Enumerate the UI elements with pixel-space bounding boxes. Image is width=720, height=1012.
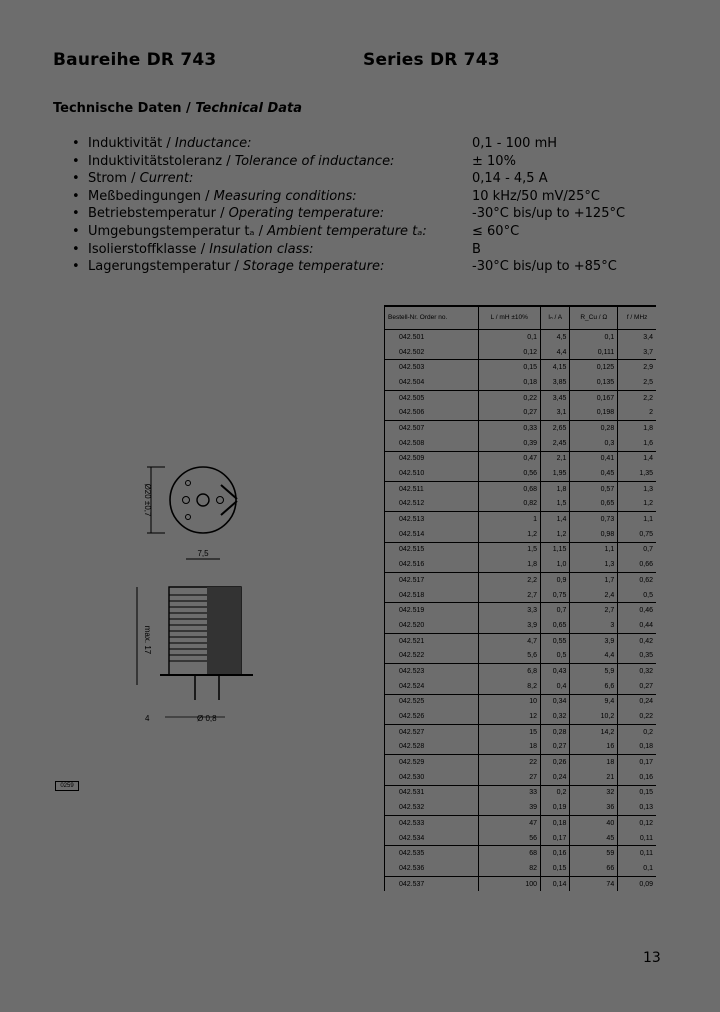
table-row xyxy=(385,436,657,451)
table-cell: 0,66 xyxy=(618,557,656,572)
table-cell: 042.533 xyxy=(385,816,479,831)
table-cell: 3,9 xyxy=(478,618,541,633)
spec-value: 0,1 - 100 mH xyxy=(472,136,558,151)
table-cell: 0,44 xyxy=(618,618,656,633)
bullet: • xyxy=(72,188,80,204)
table-row xyxy=(385,618,657,633)
table-cell: 2,65 xyxy=(541,421,570,436)
table-cell: 042.515 xyxy=(385,542,479,557)
table-row xyxy=(385,573,657,588)
table-cell: 0,3 xyxy=(570,436,618,451)
code-badge: 0259 xyxy=(55,781,79,791)
table-cell: 0,43 xyxy=(541,664,570,679)
table-cell: 56 xyxy=(478,831,541,846)
table-cell: 042.532 xyxy=(385,800,479,815)
table-row xyxy=(385,330,657,345)
table-cell: 1,4 xyxy=(618,451,656,466)
table-cell: 042.505 xyxy=(385,390,479,405)
table-row xyxy=(385,785,657,800)
page-title-german: Baureihe DR 743 xyxy=(53,50,217,70)
table-row xyxy=(385,466,657,481)
table-cell: 1,2 xyxy=(541,527,570,542)
table-cell: 2,9 xyxy=(618,360,656,375)
table-cell: 0,125 xyxy=(570,360,618,375)
table-row xyxy=(385,527,657,542)
spec-label-en: Storage temperature: xyxy=(242,259,385,275)
table-cell: 66 xyxy=(570,861,618,876)
table-cell: 042.501 xyxy=(385,330,479,345)
table-row xyxy=(385,679,657,694)
table-cell: 3,3 xyxy=(478,603,541,618)
table-cell: 33 xyxy=(478,785,541,800)
bullet: • xyxy=(72,153,80,169)
table-cell: 042.519 xyxy=(385,603,479,618)
table-cell: 042.531 xyxy=(385,785,479,800)
table-row xyxy=(385,831,657,846)
table-cell: 74 xyxy=(570,876,618,891)
table-cell: 1,6 xyxy=(618,436,656,451)
table-cell: 1,4 xyxy=(541,512,570,527)
table-row xyxy=(385,512,657,527)
table-row xyxy=(385,451,657,466)
table-cell: 0,18 xyxy=(541,816,570,831)
table-cell: 0,27 xyxy=(618,679,656,694)
page-number: 13 xyxy=(643,950,661,966)
table-cell: 45 xyxy=(570,831,618,846)
table-cell: 0,7 xyxy=(618,542,656,557)
table-cell: 0,14 xyxy=(541,876,570,891)
spec-value: -30°C bis/up to +85°C xyxy=(472,259,617,275)
table-cell: 0,34 xyxy=(541,694,570,709)
table-cell: 042.516 xyxy=(385,557,479,572)
table-cell: 042.528 xyxy=(385,740,479,755)
table-cell: 0,47 xyxy=(478,451,541,466)
table-cell: 22 xyxy=(478,755,541,770)
top-view-outline xyxy=(170,467,236,533)
spec-value: 10 kHz/50 mV/25°C xyxy=(472,188,600,204)
table-cell: 042.537 xyxy=(385,876,479,891)
table-cell: 042.522 xyxy=(385,648,479,663)
table-cell: 1,1 xyxy=(570,542,618,557)
spec-label xyxy=(88,153,394,171)
center-hole xyxy=(197,494,209,506)
table-cell: 0,27 xyxy=(478,405,541,420)
spec-label-en: Tolerance of inductance: xyxy=(234,153,395,169)
spec-item xyxy=(72,241,672,259)
section-heading-en: Technical Data xyxy=(195,101,303,116)
table-cell: 8,2 xyxy=(478,679,541,694)
table-cell: 59 xyxy=(570,846,618,861)
bullet: • xyxy=(72,259,80,275)
table-row xyxy=(385,390,657,405)
spec-item xyxy=(72,258,672,276)
spec-item xyxy=(72,135,672,153)
table-cell: 82 xyxy=(478,861,541,876)
table-cell: 0,11 xyxy=(618,846,656,861)
table-row xyxy=(385,603,657,618)
page-title-english: Series DR 743 xyxy=(363,50,500,70)
table-row xyxy=(385,770,657,785)
table-cell: 0,167 xyxy=(570,390,618,405)
table-cell: 0,46 xyxy=(618,603,656,618)
table-cell: 21 xyxy=(570,770,618,785)
table-cell: 0,39 xyxy=(478,436,541,451)
table-cell: 4,4 xyxy=(570,648,618,663)
table-cell: 0,18 xyxy=(478,375,541,390)
table-cell: 47 xyxy=(478,816,541,831)
table-cell: 2,1 xyxy=(541,451,570,466)
table-row xyxy=(385,740,657,755)
table-cell: 0,24 xyxy=(541,770,570,785)
table-cell: 27 xyxy=(478,770,541,785)
table-cell: 15 xyxy=(478,724,541,739)
table-row xyxy=(385,861,657,876)
table-cell: 1,2 xyxy=(478,527,541,542)
table-row xyxy=(385,664,657,679)
spec-label-en: Insulation class: xyxy=(209,241,314,257)
table-cell: 042.503 xyxy=(385,360,479,375)
table-cell: 2,4 xyxy=(570,588,618,603)
table-cell: 1,0 xyxy=(541,557,570,572)
table-cell: 0,15 xyxy=(618,785,656,800)
diameter-label: Ø20 ±0,7 xyxy=(143,483,152,517)
table-header-row xyxy=(385,306,657,330)
spec-label xyxy=(88,223,427,241)
table-cell: 042.511 xyxy=(385,481,479,496)
table-cell: 3 xyxy=(570,618,618,633)
table-row xyxy=(385,497,657,512)
table-cell: 0,198 xyxy=(570,405,618,420)
spec-label-de: Meßbedingungen / xyxy=(88,188,214,204)
table-cell: 0,111 xyxy=(570,345,618,360)
table-cell: 042.509 xyxy=(385,451,479,466)
spec-item xyxy=(72,188,672,206)
bullet: • xyxy=(72,241,80,257)
spec-value: ≤ 60°C xyxy=(472,223,520,239)
length-label: 4 xyxy=(145,714,150,723)
table-row xyxy=(385,542,657,557)
table-cell: 1,95 xyxy=(541,466,570,481)
bullet: • xyxy=(72,136,80,151)
table-cell: 042.523 xyxy=(385,664,479,679)
table-cell: 042.520 xyxy=(385,618,479,633)
table-cell: 1,7 xyxy=(570,573,618,588)
table-cell: 0,4 xyxy=(541,679,570,694)
spec-label xyxy=(88,135,251,153)
column-header: L / mH ±10% xyxy=(478,306,541,330)
table-cell: 14,2 xyxy=(570,724,618,739)
table-cell: 0,82 xyxy=(478,497,541,512)
table-row xyxy=(385,709,657,724)
table-cell: 68 xyxy=(478,846,541,861)
table-cell: 0,28 xyxy=(570,421,618,436)
table-cell: 0,98 xyxy=(570,527,618,542)
table-cell: 0,42 xyxy=(618,633,656,648)
table-cell: 0,16 xyxy=(541,846,570,861)
table-cell: 2,5 xyxy=(618,375,656,390)
spec-label xyxy=(88,188,357,206)
table-cell: 1 xyxy=(478,512,541,527)
table-cell: 1,8 xyxy=(478,557,541,572)
table-row xyxy=(385,557,657,572)
table-cell: 042.510 xyxy=(385,466,479,481)
table-row xyxy=(385,345,657,360)
table-cell: 0,65 xyxy=(570,497,618,512)
table-cell: 042.527 xyxy=(385,724,479,739)
spec-label-en: Ambient temperature tₐ: xyxy=(267,223,427,239)
table-cell: 6,8 xyxy=(478,664,541,679)
table-cell: 0,26 xyxy=(541,755,570,770)
table-cell: 042.526 xyxy=(385,709,479,724)
spec-label-de: Umgebungstemperatur tₐ / xyxy=(88,223,268,239)
spec-label-de: Isolierstoffklasse / xyxy=(88,241,210,257)
table-row xyxy=(385,648,657,663)
table-cell: 2,2 xyxy=(478,573,541,588)
table-cell: 0,2 xyxy=(618,724,656,739)
table-cell: 0,62 xyxy=(618,573,656,588)
component-drawing xyxy=(125,455,275,735)
table-cell: 4,15 xyxy=(541,360,570,375)
table-cell: 1,1 xyxy=(618,512,656,527)
table-cell: 042.524 xyxy=(385,679,479,694)
table-cell: 2,7 xyxy=(570,603,618,618)
table-cell: 0,56 xyxy=(478,466,541,481)
section-heading-de: Technische Daten / xyxy=(53,101,196,116)
table-cell: 1,3 xyxy=(618,481,656,496)
table-cell: 1,8 xyxy=(618,421,656,436)
table-cell: 9,4 xyxy=(570,694,618,709)
table-cell: 2,2 xyxy=(618,390,656,405)
table-cell: 18 xyxy=(570,755,618,770)
table-cell: 0,09 xyxy=(618,876,656,891)
part-table xyxy=(384,305,656,891)
table-cell: 3,7 xyxy=(618,345,656,360)
bullet: • xyxy=(72,206,80,222)
table-cell: 042.525 xyxy=(385,694,479,709)
table-row xyxy=(385,816,657,831)
table-cell: 0,75 xyxy=(541,588,570,603)
section-heading xyxy=(53,101,302,116)
spec-label-de: Strom / xyxy=(88,171,140,187)
table-row xyxy=(385,588,657,603)
spec-item xyxy=(72,223,672,241)
table-cell: 042.504 xyxy=(385,375,479,390)
table-cell: 3,9 xyxy=(570,633,618,648)
table-cell: 042.534 xyxy=(385,831,479,846)
spec-label-en: Operating temperature: xyxy=(228,206,385,222)
table-cell: 5,9 xyxy=(570,664,618,679)
table-cell: 0,27 xyxy=(541,740,570,755)
spec-label-de: Induktivität / xyxy=(88,136,175,151)
table-cell: 042.535 xyxy=(385,846,479,861)
table-cell: 2 xyxy=(618,405,656,420)
table-cell: 042.521 xyxy=(385,633,479,648)
table-cell: 0,35 xyxy=(618,648,656,663)
table-cell: 12 xyxy=(478,709,541,724)
table-cell: 0,11 xyxy=(618,831,656,846)
spec-label-de: Betriebstemperatur / xyxy=(88,206,229,222)
table-cell: 042.529 xyxy=(385,755,479,770)
table-cell: 0,17 xyxy=(541,831,570,846)
pin-diameter-label: Ø 0,8 xyxy=(197,714,217,723)
spec-label-de: Induktivitätstoleranz / xyxy=(88,153,235,169)
table-row xyxy=(385,724,657,739)
table-cell: 0,9 xyxy=(541,573,570,588)
table-cell: 1,35 xyxy=(618,466,656,481)
table-row xyxy=(385,755,657,770)
column-header: Iₙ / A xyxy=(541,306,570,330)
table-cell: 3,4 xyxy=(618,330,656,345)
table-cell: 0,17 xyxy=(618,755,656,770)
spec-label xyxy=(88,205,384,223)
bullet: • xyxy=(72,223,80,239)
table-row xyxy=(385,876,657,891)
table-cell: 2,7 xyxy=(478,588,541,603)
spec-label-de: Lagerungstemperatur / xyxy=(88,259,243,275)
bullet: • xyxy=(72,171,80,187)
pin-hole xyxy=(183,497,190,504)
table-cell: 0,1 xyxy=(478,330,541,345)
table-cell: 1,3 xyxy=(570,557,618,572)
table-row xyxy=(385,375,657,390)
table-cell: 5,6 xyxy=(478,648,541,663)
spec-label xyxy=(88,241,314,259)
table-cell: 042.506 xyxy=(385,405,479,420)
table-cell: 0,32 xyxy=(618,664,656,679)
spec-item xyxy=(72,153,672,171)
spec-value: 0,14 - 4,5 A xyxy=(472,171,548,187)
spec-label xyxy=(88,170,193,188)
table-row xyxy=(385,405,657,420)
table-cell: 1,5 xyxy=(478,542,541,557)
table-row xyxy=(385,694,657,709)
table-cell: 2,45 xyxy=(541,436,570,451)
column-header: R_Cu / Ω xyxy=(570,306,618,330)
table-cell: 36 xyxy=(570,800,618,815)
table-cell: 042.514 xyxy=(385,527,479,542)
table-cell: 4,5 xyxy=(541,330,570,345)
table-row xyxy=(385,846,657,861)
table-cell: 042.530 xyxy=(385,770,479,785)
table-cell: 10,2 xyxy=(570,709,618,724)
table-cell: 18 xyxy=(478,740,541,755)
table-cell: 1,5 xyxy=(541,497,570,512)
table-cell: 0,24 xyxy=(618,694,656,709)
table-cell: 042.536 xyxy=(385,861,479,876)
table-cell: 6,6 xyxy=(570,679,618,694)
spec-label-en: Inductance: xyxy=(174,136,252,151)
table-cell: 0,1 xyxy=(570,330,618,345)
table-cell: 1,8 xyxy=(541,481,570,496)
table-cell: 0,12 xyxy=(478,345,541,360)
table-cell: 0,65 xyxy=(541,618,570,633)
table-cell: 3,45 xyxy=(541,390,570,405)
core-section xyxy=(207,587,241,675)
table-cell: 042.517 xyxy=(385,573,479,588)
table-row xyxy=(385,421,657,436)
spec-label-en: Measuring conditions: xyxy=(213,188,357,204)
table-cell: 0,28 xyxy=(541,724,570,739)
table-row xyxy=(385,633,657,648)
table-cell: 0,7 xyxy=(541,603,570,618)
spec-item xyxy=(72,170,672,188)
table-row xyxy=(385,481,657,496)
table-cell: 100 xyxy=(478,876,541,891)
height-label: max. 17 xyxy=(143,625,152,655)
table-cell: 32 xyxy=(570,785,618,800)
table-cell: 0,2 xyxy=(541,785,570,800)
table-cell: 1,15 xyxy=(541,542,570,557)
table-cell: 0,33 xyxy=(478,421,541,436)
table-cell: 0,12 xyxy=(618,816,656,831)
table-cell: 0,22 xyxy=(618,709,656,724)
table-cell: 16 xyxy=(570,740,618,755)
pitch-label: 7,5 xyxy=(197,549,209,558)
table-row xyxy=(385,360,657,375)
table-cell: 10 xyxy=(478,694,541,709)
table-cell: 042.513 xyxy=(385,512,479,527)
table-cell: 0,15 xyxy=(478,360,541,375)
column-header: Bestell-Nr. Order no. xyxy=(385,306,479,330)
spec-label-en: Current: xyxy=(139,171,194,187)
table-cell: 0,22 xyxy=(478,390,541,405)
table-cell: 0,18 xyxy=(618,740,656,755)
table-cell: 042.507 xyxy=(385,421,479,436)
pin-hole xyxy=(186,515,191,520)
table-cell: 3,1 xyxy=(541,405,570,420)
table-cell: 0,5 xyxy=(618,588,656,603)
table-cell: 0,16 xyxy=(618,770,656,785)
pin-hole xyxy=(217,497,224,504)
table-cell: 042.508 xyxy=(385,436,479,451)
spec-label xyxy=(88,258,384,276)
table-cell: 0,135 xyxy=(570,375,618,390)
table-cell: 4,7 xyxy=(478,633,541,648)
spec-value: -30°C bis/up to +125°C xyxy=(472,206,626,222)
table-cell: 0,55 xyxy=(541,633,570,648)
table-cell: 39 xyxy=(478,800,541,815)
table-cell: 042.502 xyxy=(385,345,479,360)
table-cell: 042.518 xyxy=(385,588,479,603)
pin-hole xyxy=(186,481,191,486)
spec-list xyxy=(72,135,672,276)
table-cell: 0,5 xyxy=(541,648,570,663)
table-row xyxy=(385,800,657,815)
table-cell: 0,57 xyxy=(570,481,618,496)
table-cell: 0,15 xyxy=(541,861,570,876)
table-cell: 4,4 xyxy=(541,345,570,360)
table-cell: 0,19 xyxy=(541,800,570,815)
table-cell: 042.512 xyxy=(385,497,479,512)
table-cell: 40 xyxy=(570,816,618,831)
table-cell: 0,41 xyxy=(570,451,618,466)
spec-value: B xyxy=(472,241,481,257)
table-cell: 1,2 xyxy=(618,497,656,512)
table-cell: 3,85 xyxy=(541,375,570,390)
table-cell: 0,1 xyxy=(618,861,656,876)
table-cell: 0,68 xyxy=(478,481,541,496)
column-header: f / MHz xyxy=(618,306,656,330)
spec-item xyxy=(72,205,672,223)
table-cell: 0,73 xyxy=(570,512,618,527)
table-cell: 0,75 xyxy=(618,527,656,542)
table-cell: 0,45 xyxy=(570,466,618,481)
table-cell: 0,13 xyxy=(618,800,656,815)
table-cell: 0,32 xyxy=(541,709,570,724)
spec-value: ± 10% xyxy=(472,153,516,169)
